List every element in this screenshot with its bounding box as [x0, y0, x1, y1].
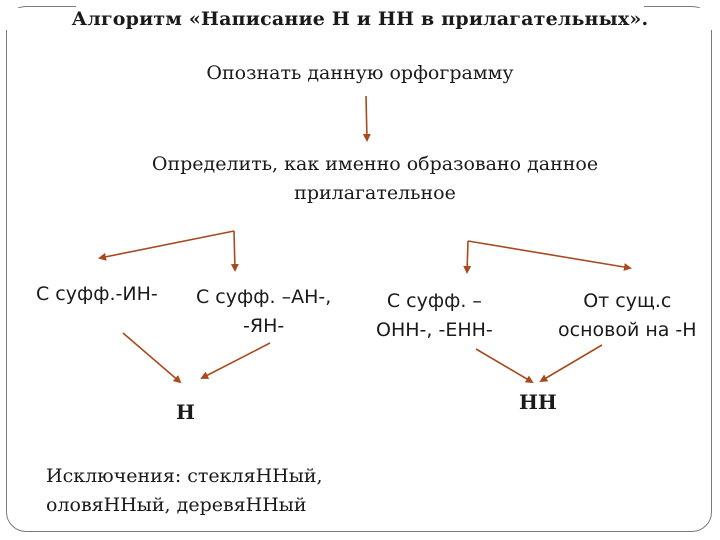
option-suffix-onn-enn [376, 287, 493, 345]
arrow-step1-to-step2 [366, 96, 367, 140]
step2-line2: прилагательное [294, 182, 456, 204]
option4-line2: основой на -Н [558, 319, 697, 341]
result-single-n: Н [176, 400, 195, 424]
result-double-nn: НН [519, 390, 557, 414]
option2-line1: С суфф. –АН-, [196, 286, 332, 308]
exceptions-line2: оловяННый, деревяННый [46, 494, 307, 516]
arrow-branch-left-down [234, 231, 235, 270]
exceptions-note [46, 462, 323, 520]
option4-line1: От сущ.с [583, 290, 672, 312]
option3-line2: ОНН-, -ЕНН- [376, 319, 493, 341]
arrow-in-to-n [123, 333, 180, 382]
diagram-title: Алгоритм «Написание Н и НН в прилагательных». [0, 8, 720, 30]
option-suffix-an-yan [196, 283, 331, 341]
option2-line2: -ЯН- [243, 315, 285, 337]
option3-line1: С суфф. – [386, 290, 482, 312]
step2-line1: Определить, как именно образовано данное [151, 153, 599, 175]
step-determine-formation [0, 150, 720, 208]
step-identify-orthogram: Опознать данную орфограмму [206, 62, 514, 84]
arrow-branch-right-top [468, 241, 630, 268]
option-noun-stem-n [558, 287, 697, 345]
arrow-branch-left-top [100, 231, 234, 258]
arrow-noun-to-nn [541, 345, 602, 381]
arrow-onn-to-nn [476, 349, 532, 382]
option-suffix-in: С суфф.-ИН- [36, 283, 158, 305]
arrow-an-to-n [202, 343, 270, 378]
arrow-branch-right-down [467, 241, 468, 272]
exceptions-line1: Исключения: стекляННый, [46, 465, 323, 487]
